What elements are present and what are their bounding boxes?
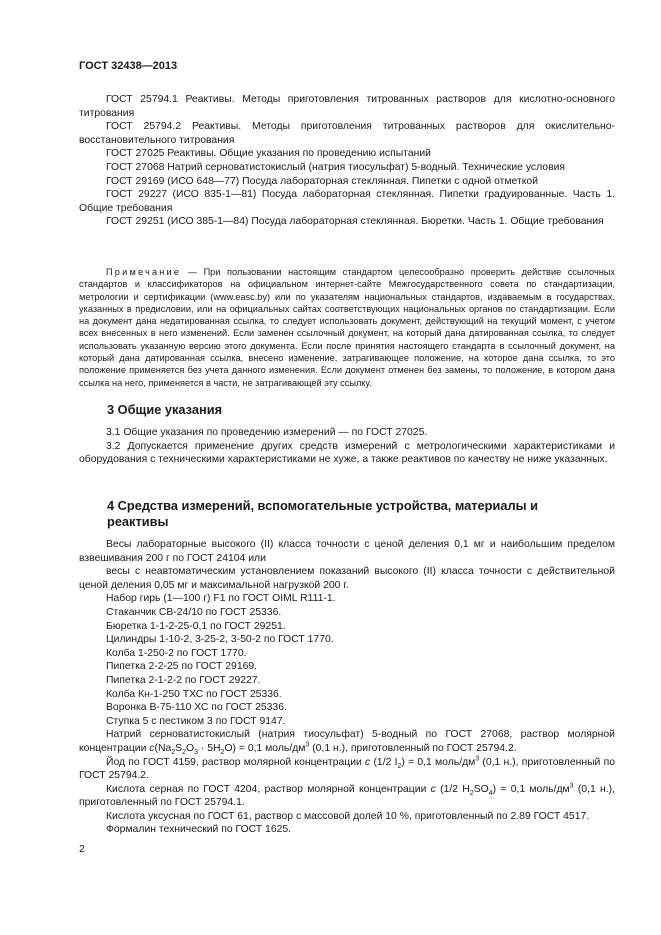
section-3-title: 3 Общие указания [107, 402, 223, 417]
paragraph: 3.2 Допускается применение других средств измерений с метрологическими характеристиками и оборудования с техническими характеристиками не хуже, а также реактивов по качеству не ниже указанных. [79, 440, 615, 466]
references-list [79, 93, 615, 229]
list-item-thiosulfate: Натрий серноватистокислый (натрия тиосульфат) 5-водный по ГОСТ 27068, раствор молярной концентрации $c(Na_2S_2O_3 \cdot 5H_2O) = 0,1$ моль/$дм^3$ (0,1 н.), приготовленный по ГОСТ 25794.2. [79, 729, 615, 756]
section-4-body [79, 538, 615, 837]
chem-formula: c (1/2 $H_2SO_4$) [430, 783, 497, 797]
list-item: Кислота уксусная по ГОСТ 61, раствор с массовой долей 10 %, приготовленный по 2.89 ГОСТ 4517. [106, 810, 590, 822]
list-item: Формалин технический по ГОСТ 1625. [106, 824, 292, 836]
reference-item: ГОСТ 25794.1 Реактивы. Методы приготовления титрованных растворов для кислотно-основного титрования [79, 94, 615, 119]
note-paragraph [79, 266, 615, 389]
list-item: Пипетка 2-2-25 по ГОСТ 29169. [106, 661, 258, 673]
reference-item: ГОСТ 27068 Натрий серноватистокислый (натрия тиосульфат) 5-водный. Технические условия [106, 161, 566, 173]
reference-item: ГОСТ 29251 (ИСО 385-1—84) Посуда лабораторная стеклянная. Бюретки. Часть 1. Общие требования [106, 216, 604, 228]
list-item-iodine: Йод по ГОСТ 4159, раствор молярной концентрации c (1/2 $I_2) = 0,1$ моль/$дм^3$ (0,1 н.), приготовленный по ГОСТ 25794.2. [79, 755, 615, 782]
list-item-sulfuric-acid: Кислота серная по ГОСТ 4204, раствор молярной концентрации c (1/2 $H_2SO_4) = 0,1$ моль/$дм^3$ (0,1 н.), приготовленный по ГОСТ 25794.1. [79, 782, 615, 809]
list-item: Колба Кн-1-250 ТХС по ГОСТ 25336. [106, 688, 282, 700]
paragraph: 3.1 Общие указания по проведению измерений — по ГОСТ 27025. [106, 427, 428, 438]
list-item: Колба 1-250-2 по ГОСТ 1770. [106, 647, 247, 659]
chem-formula: c (1/2 $I_2$) [365, 756, 405, 770]
list-item: Стаканчик СВ-24/10 по ГОСТ 25336. [106, 606, 282, 618]
list-item: Весы лабораторные высокого (II) класса точности с ценой деления 0,1 мг и наибольшим пределом взвешивания 200 г по ГОСТ 24104 или [79, 539, 615, 564]
reference-item: ГОСТ 25794.2 Реактивы. Методы приготовления титрованных растворов для окислительно-восстановительного титрования [79, 121, 615, 146]
reference-item: ГОСТ 29227 (ИСО 835-1—81) Посуда лабораторная стеклянная. Пипетки градуированные. Часть 1. Общие требования [79, 189, 615, 214]
section-4-title-line: реактивы [107, 514, 169, 529]
list-item: Пипетка 2-1-2-2 по ГОСТ 29227. [106, 674, 261, 686]
list-item: Воронка В-75-110 ХС по ГОСТ 25336. [106, 702, 287, 714]
note-text: — При пользовании настоящим стандартом целесообразно проверить действие ссылочных стандартов и классификаторов на официальном интернет-сайте Межгосударственного совета по стандартизации, метрологии и сертификации (www.easc.by) или по указателям национальных стандартов, издаваемым в государствах, указанных в предисловии, или на официальных сайтах соответствующих национальных органов по стандартизации. Если на документ дана недатированная ссылка, то следует использовать документ, действующий на текущий момент, с учетом всех внесенных в него изменений. Если заменен ссылочный документ, на который дана датированная ссылка, то следует использовать указанную версию этого документа. Если после принятия настоящего стандарта в ссылочный документ, на который дана датированная ссылка, внесено изменение, затрагивающее положение, на которое дана ссылка, то это положение применяется без учета данного изменения. Если документ отменен без замены, то положение, в котором дана ссылка на него, применяется в части, не затрагивающей эту ссылку. [79, 267, 615, 388]
reference-item: ГОСТ 29169 (ИСО 648—77) Посуда лабораторная стеклянная. Пипетки с одной отметкой [106, 175, 539, 187]
list-item: Бюретка 1-1-2-25-0,1 по ГОСТ 29251. [106, 620, 286, 632]
section-4-title [107, 498, 615, 530]
list-item: Цилиндры 1-10-2, 3-25-2, 3-50-2 по ГОСТ 1770. [106, 634, 334, 646]
section-3-body [79, 426, 615, 467]
chem-formula: $c(Na_2S_2O_3 \cdot 5H_2O)$ [149, 742, 236, 756]
list-item: весы с неавтоматическим установлением показаний высокого (II) класса точности с действительной ценой деления 0,05 мг и максимальной нагрузкой 200 г. [79, 566, 615, 591]
page-number: 2 [79, 843, 85, 855]
note-label: Примечание [106, 267, 182, 277]
section-4-title-line: 4 Средства измерений, вспомогательные устройства, материалы и [107, 498, 538, 513]
reference-item: ГОСТ 27025 Реактивы. Общие указания по проведению испытаний [106, 148, 431, 160]
list-item: Ступка 5 с пестиком 3 по ГОСТ 9147. [106, 715, 286, 727]
list-item: Набор гирь (1—100 г) F1 по ГОСТ OIML R111-1. [106, 593, 336, 605]
document-code: ГОСТ 32438—2013 [79, 60, 178, 72]
